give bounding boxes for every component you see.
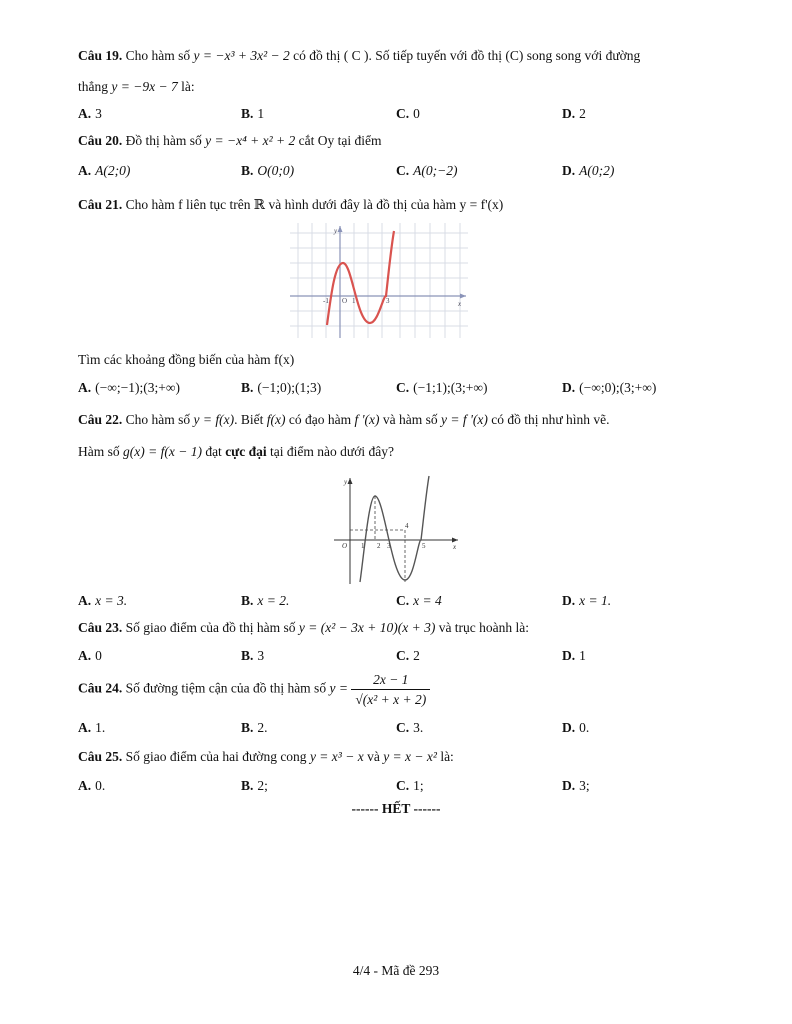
q21-x-arrow [460,294,466,299]
q20-expr: y = −x⁴ + x² + 2 [205,133,296,148]
q22-text4: và hàm số [382,412,438,427]
q21-label-1: 1 [352,297,356,305]
q22-line2b: đạt [205,444,222,459]
q24-option-d[interactable]: D. 0. [562,720,590,735]
q22-expr4: y = f '(x) [440,412,488,427]
q19-option-d[interactable]: D. 2 [562,106,586,121]
q19-option-a[interactable]: A. 3 [78,106,102,121]
q21-graph [290,223,468,338]
q21-option-b[interactable]: B. (−1;0);(1;3) [241,380,322,395]
q22-expr2: f(x) [266,412,286,427]
q21-y-arrow [338,226,343,232]
q24-numerator: 2x − 1 [351,670,430,690]
q23-options [78,648,718,668]
q25-option-d[interactable]: D. 3; [562,778,590,793]
q25-options [78,778,718,798]
q23-option-a[interactable]: A. 0 [78,648,102,663]
q22-option-a[interactable]: A. x = 3. [78,593,128,608]
q22-y-arrow [348,478,353,484]
q24-label: Câu 24. [78,680,123,696]
q22-line2 [78,444,394,460]
q21-label-m1: -1 [323,297,329,305]
q21-label-x: x [458,300,462,308]
q22-label-1: 1 [361,542,365,550]
q23-expr: y = (x² − 3x + 10)(x + 3) [298,620,436,635]
q22-x-arrow [452,538,458,543]
q22-bold: cực đại [225,444,267,459]
q22-option-c[interactable]: C. x = 4 [396,593,442,608]
q21-option-c[interactable]: C. (−1;1);(3;+∞) [396,380,488,395]
q23-option-b[interactable]: B. 3 [241,648,265,663]
q19-option-c[interactable]: C. 0 [396,106,420,121]
q19-expr2: y = −9x − 7 [111,79,178,94]
end-marker: ------ HẾT ------ [351,801,441,816]
q21-prompt: Tìm các khoảng đồng biến của hàm f(x) [78,352,295,367]
q25-option-b[interactable]: B. 2; [241,778,268,793]
q22-label-2: 2 [377,542,381,550]
q22-text3: có đạo hàm [288,412,352,427]
q24-line1 [78,670,430,709]
q25-line1 [78,749,454,765]
q22-curve [360,476,429,582]
q25-text3: là: [440,749,454,764]
q24-options [78,720,718,740]
q20-option-b[interactable]: B. O(0;0) [241,163,295,178]
q24-option-c[interactable]: C. 3. [396,720,424,735]
q22-option-b[interactable]: B. x = 2. [241,593,290,608]
q22-expr: y = f(x) [193,412,235,427]
q23-text: Số giao điểm của đồ thị hàm số [125,620,296,635]
page-footer: 4/4 - Mã đề 293 [352,963,440,978]
q21-option-a[interactable]: A. (−∞;−1);(3;+∞) [78,380,180,395]
q19-option-b[interactable]: B. 1 [241,106,265,121]
q21-label-o: O [342,297,348,305]
q21-expr: y = f'(x) [459,197,504,212]
q21-label-3: 3 [386,297,390,305]
q22-expr3: f '(x) [354,412,380,427]
q22-text: Cho hàm số [125,412,191,427]
q21-option-d[interactable]: D. (−∞;0);(3;+∞) [562,380,657,395]
q22-label-3: 3 [387,542,391,550]
q21-options [78,380,718,400]
q19-text2: có đồ thị ( C ). Số tiếp tuyến với đồ thị (C) song song với đường [293,48,641,63]
q22-line2a: Hàm số [78,444,120,459]
q22-line2c: tại điểm nào dưới đây? [270,444,394,459]
q21-text: Cho hàm f liên tục trên ℝ và hình dưới đây là đồ thị của hàm [125,197,457,212]
q22-label-o: O [342,542,348,550]
q22-label: Câu 22. [78,412,123,427]
q22-label-y: y [344,478,348,486]
q19-expr: y = −x³ + 3x² − 2 [193,48,290,63]
q23-line1 [78,620,529,636]
q21-label-y: y [334,227,338,235]
q22-option-d[interactable]: D. x = 1. [562,593,612,608]
q24-fraction [351,670,430,709]
q24-expr-lhs: y = [329,680,348,696]
q22-text2: . Biết [234,412,264,427]
q25-option-a[interactable]: A. 0. [78,778,106,793]
q21-line1 [78,197,503,213]
q22-label-4: 4 [405,522,409,530]
q24-text: Số đường tiệm cận của đồ thị hàm số [125,680,327,696]
q25-expr: y = x³ − x [309,749,364,764]
q19-line2 [78,79,195,95]
q19-line2b: là: [181,79,195,94]
q22-label-5: 5 [422,542,426,550]
q22-label-x: x [453,543,457,551]
q19-options [78,106,718,126]
q19-line2a: thẳng [78,79,108,94]
q25-text2: và [367,749,380,764]
q19-line1 [78,48,640,64]
q22-graph [334,474,460,586]
q22-line1 [78,412,610,428]
q25-text: Số giao điểm của hai đường cong [125,749,307,764]
q19-label: Câu 19. [78,48,123,63]
q19-text: Cho hàm số [125,48,191,63]
q21-label: Câu 21. [78,197,123,212]
q22-text5: có đồ thị như hình vẽ. [491,412,610,427]
q20-option-a[interactable]: A. A(2;0) [78,163,131,178]
q22-expr5: g(x) = f(x − 1) [123,444,202,459]
q20-text: Đồ thị hàm số [125,133,202,148]
q21-grid [290,223,468,338]
q20-label: Câu 20. [78,133,123,148]
q25-expr2: y = x − x² [383,749,437,764]
q23-option-c[interactable]: C. 2 [396,648,420,663]
q20-options [78,163,718,183]
q23-text2: và trục hoành là: [438,620,530,635]
q20-option-c[interactable]: C. A(0;−2) [396,163,458,178]
q25-option-c[interactable]: C. 1; [396,778,424,793]
q23-option-d[interactable]: D. 1 [562,648,586,663]
q20-option-d[interactable]: D. A(0;2) [562,163,615,178]
q20-line1 [78,133,382,149]
q23-label: Câu 23. [78,620,123,635]
q24-option-a[interactable]: A. 1. [78,720,106,735]
q24-option-b[interactable]: B. 2. [241,720,268,735]
q24-denominator: √(x² + x + 2) [355,692,427,707]
q22-options [78,593,718,613]
q25-label: Câu 25. [78,749,123,764]
q20-text2: cắt Oy tại điểm [298,133,382,148]
